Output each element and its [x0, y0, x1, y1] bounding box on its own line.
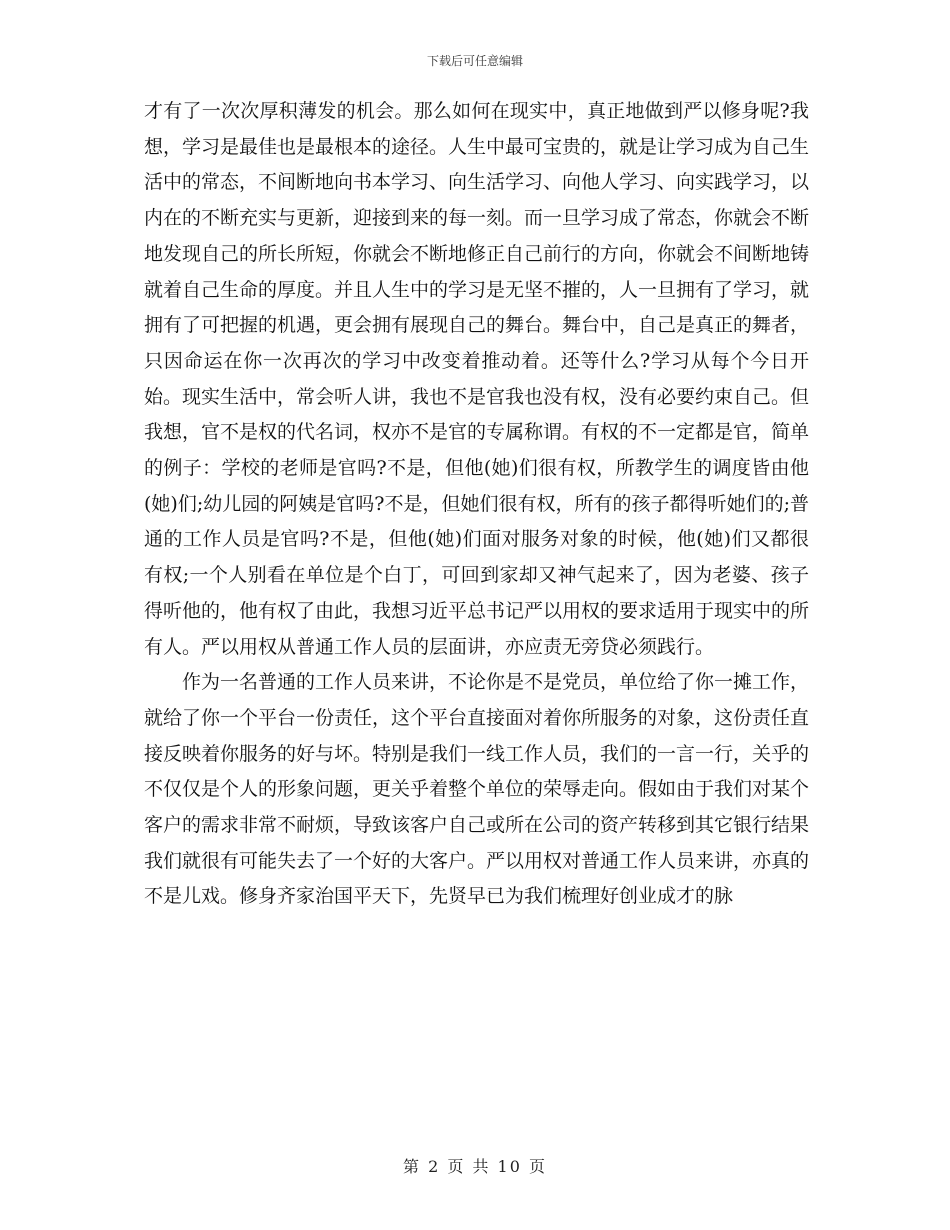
paragraph-2: 作为一名普通的工作人员来讲，不论你是不是党员，单位给了你一摊工作，就给了你一个平台一份责任，这个平台直接面对着你所服务的对象，这份责任直接反映着你服务的好与坏。特别是我们一线工作人员，我们的一言一行，关乎的不仅仅是个人的形象问题，更关乎着整个单位的荣辱走向。假如由于我们对某个客户的需求非常不耐烦，导致该客户自己或所在公司的资产转移到其它银行结果我们就很有可能失去了一个好的大客户。严以用权对普通工作人员来讲，亦真的不是儿戏。修身齐家治国平天下，先贤早已为我们梳理好创业成才的脉 — [144, 671, 810, 908]
page-number: 第 2 页 共 10 页 — [403, 1157, 547, 1176]
paragraph-1: 才有了一次次厚积薄发的机会。那么如何在现实中，真正地做到严以修身呢?我想，学习是最佳也是最根本的途径。人生中最可宝贵的，就是让学习成为自己生活中的常态，不间断地向书本学习、向生活学习、向他人学习、向实践学习，以内在的不断充实与更新，迎接到来的每一刻。而一旦学习成了常态，你就会不断地发现自己的所长所短，你就会不断地修正自己前行的方向，你就会不间断地铸就着自己生命的厚度。并且人生中的学习是无坚不摧的，人一旦拥有了学习，就拥有了可把握的机遇，更会拥有展现自己的舞台。舞台中，自己是真正的舞者，只因命运在你一次再次的学习中改变着推动着。还等什么?学习从每个今日开始。现实生活中，常会听人讲，我也不是官我也没有权，没有必要约束自己。但我想，官不是权的代名词，权亦不是官的专属称谓。有权的不一定都是官，简单的例子：学校的老师是官吗?不是，但他(她)们很有权，所教学生的调度皆由他(她)们;幼儿园的阿姨是官吗?不是，但她们很有权，所有的孩子都得听她们的;普通的工作人员是官吗?不是，但他(她)们面对服务对象的时候，他(她)们又都很有权;一个人别看在单位是个白丁，可回到家却又神气起来了，因为老婆、孩子得听他的，他有权了由此，我想习近平总书记严以用权的要求适用于现实中的所有人。严以用权从普通工作人员的层面讲，亦应责无旁贷必须践行。 — [144, 100, 810, 658]
page-header-note: 下载后可任意编辑 — [426, 54, 523, 68]
document-body — [144, 94, 809, 915]
